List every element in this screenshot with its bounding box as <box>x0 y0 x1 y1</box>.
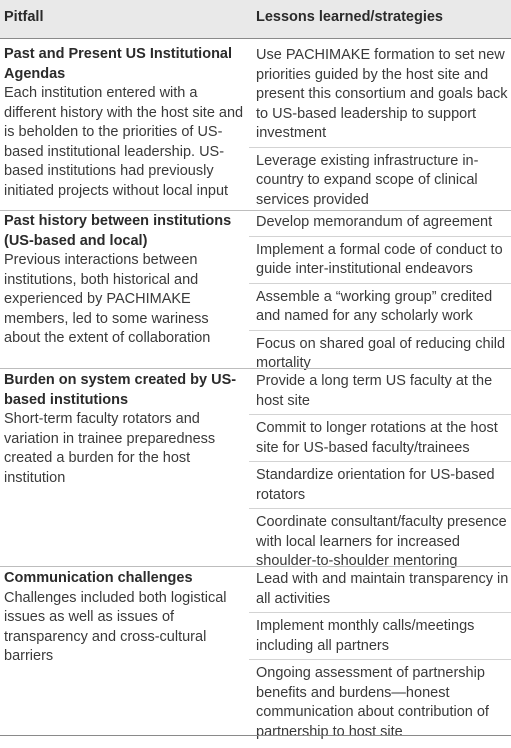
lessons-column-header: Lessons learned/strategies <box>256 9 443 25</box>
strategies-cell <box>249 212 511 380</box>
strategy-item: Implement a formal code of conduct to guide inter-institutional endeavors <box>249 240 511 284</box>
strategy-item: Lead with and maintain transparency in all activities <box>249 569 511 613</box>
strategy-item: Implement monthly calls/meetings including all partners <box>249 616 511 660</box>
row-divider <box>0 368 511 369</box>
pitfall-title: Past history between institutions (US-based and local) <box>4 213 232 249</box>
pitfall-title: Past and Present US Institutional Agendas <box>4 46 233 82</box>
strategies-cell <box>249 569 511 748</box>
row-divider <box>0 566 511 567</box>
pitfall-column-header: Pitfall <box>4 9 44 25</box>
strategies-cell <box>249 45 511 216</box>
pitfall-description: Short-term faculty rotators and variation in trainee preparedness created a burden for the host institution <box>4 411 216 486</box>
strategy-item: Focus on shared goal of reducing child mortality <box>256 335 506 371</box>
row-divider <box>0 210 511 211</box>
strategy-item: Ongoing assessment of partnership benefits and burdens—honest communication about contribution of partnership to host site <box>256 665 489 740</box>
strategy-item: Use PACHIMAKE formation to set new priorities guided by the host site and present this consortium and goals back to US-based leadership to support investment <box>249 45 511 148</box>
table-header <box>0 0 511 39</box>
strategy-item: Leverage existing infrastructure in-country to expand scope of clinical services provided <box>256 152 479 208</box>
strategy-item: Coordinate consultant/faculty presence with local learners for increased shoulder-to-shoulder mentoring <box>256 514 507 569</box>
strategy-item: Assemble a “working group” credited and named for any scholarly work <box>249 287 511 331</box>
pitfall-cell <box>4 45 244 201</box>
strategy-item: Commit to longer rotations at the host site for US-based faculty/trainees <box>249 418 511 462</box>
strategies-cell <box>249 371 511 578</box>
pitfall-title: Communication challenges <box>4 570 193 586</box>
pitfall-title: Burden on system created by US-based institutions <box>4 372 237 408</box>
strategy-item: Standardize orientation for US-based rotators <box>249 465 511 509</box>
table-bottom-border <box>0 735 511 736</box>
pitfall-description: Challenges included both logistical issues as well as issues of transparency and cross-cultural barriers <box>4 589 227 664</box>
pitfall-description: Each institution entered with a different history with the host site and is beholden to the priorities of US-based institutional leadership. US-based institutions had previously initiated projects without local input <box>4 85 244 199</box>
strategy-item: Provide a long term US faculty at the host site <box>249 371 511 415</box>
pitfall-cell <box>4 212 244 349</box>
pitfall-cell <box>4 569 244 667</box>
strategy-item: Develop memorandum of agreement <box>249 212 511 237</box>
pitfall-cell <box>4 371 244 488</box>
pitfall-description: Previous interactions between institutions, both historical and experienced by PACHIMAKE members, led to some wariness about the extent of collaboration <box>4 252 211 346</box>
